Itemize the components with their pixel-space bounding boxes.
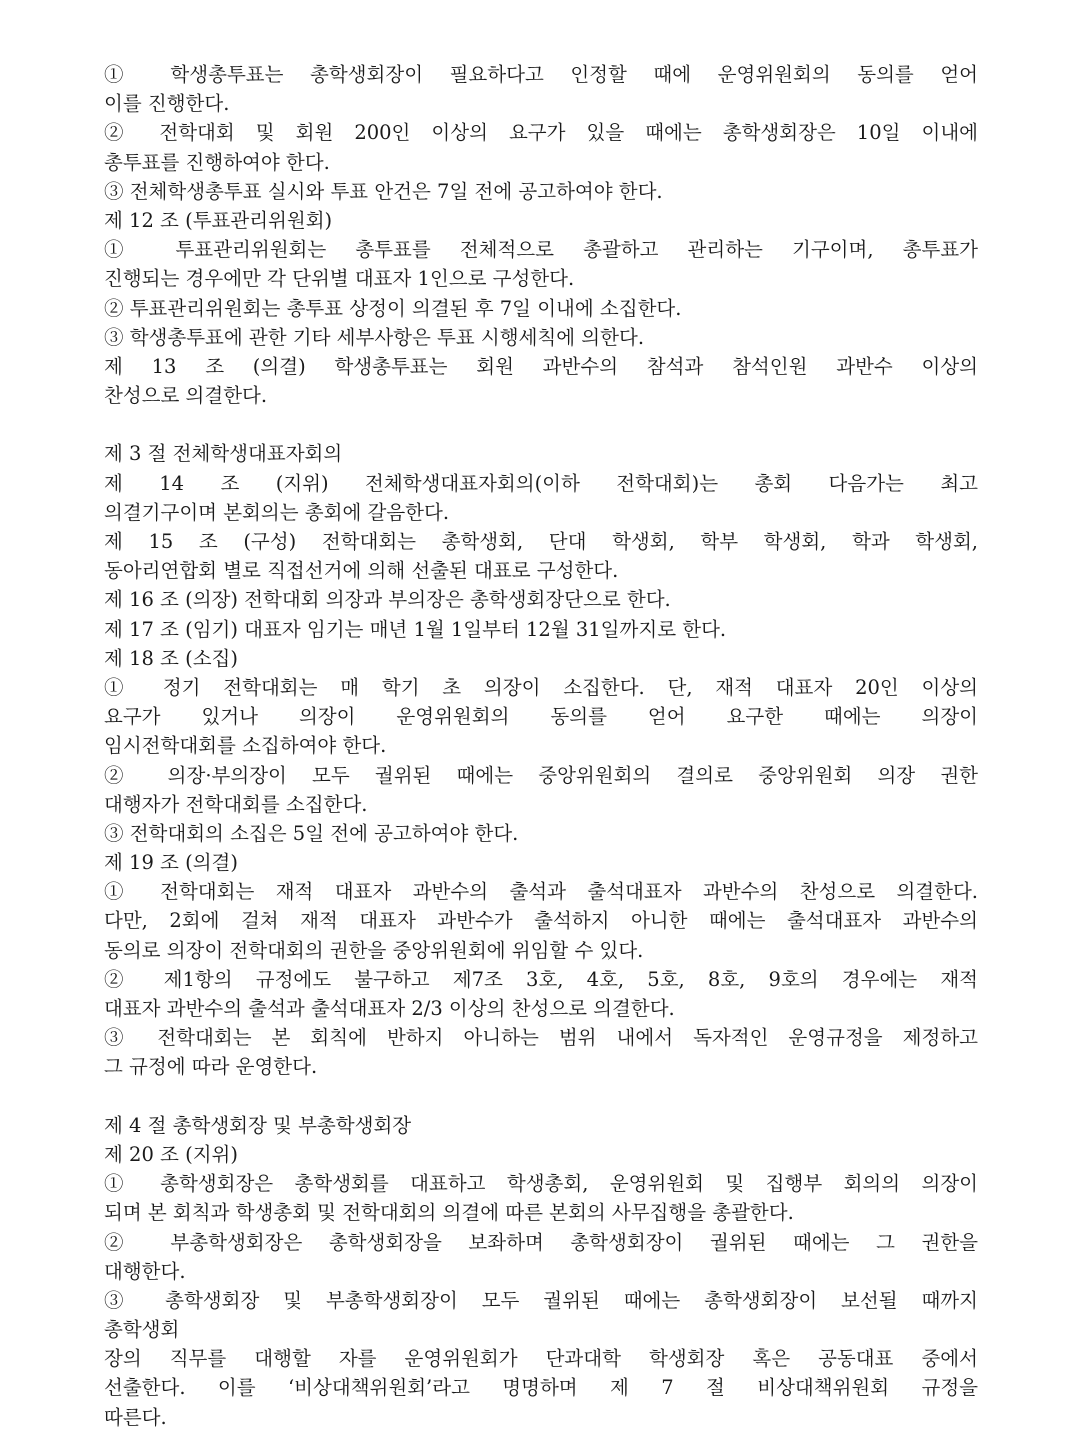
blank-line [104, 410, 978, 439]
document-page [104, 60, 978, 1432]
text-line: 동아리연합회 별로 직접선거에 의해 선출된 대표로 구성한다. [104, 559, 619, 583]
text-line: ① 학생총투표는 총학생회장이 필요하다고 인정할 때에 운영위원회의 동의를 얻어 [104, 63, 978, 86]
text-line: 제 19 조 (의결) [104, 851, 238, 875]
text-line: 제 4 절 총학생회장 및 부총학생회장 [104, 1113, 412, 1137]
blank-line [104, 1082, 978, 1111]
text-line: ① 총학생회장은 총학생회를 대표하고 학생총회, 운영위원회 및 집행부 회의의 의장이 [104, 1172, 978, 1196]
text-line: 제 12 조 (투표관리위원회) [104, 208, 333, 232]
text-line: ① 정기 전학대회는 매 학기 초 의장이 소집한다. 단, 재적 대표자 20인 이상의 [104, 675, 978, 699]
text-line: 장의 직무를 대행할 자를 운영위원회가 단과대학 학생회장 혹은 공동대표 중에서 [104, 1347, 978, 1371]
text-line: 제 14 조 (지위) 전체학생대표자회의(이하 전학대회)는 총회 다음가는 최고 [104, 471, 978, 495]
text-line: ③ 학생총투표에 관한 기타 세부사항은 투표 시행세칙에 의한다. [104, 325, 645, 349]
text-line: 제 16 조 (의장) 전학대회 의장과 부의장은 총학생회장단으로 한다. [104, 588, 671, 612]
text-line: 대행자가 전학대회를 소집한다. [104, 792, 368, 816]
text-line: 총학생회 [104, 1318, 180, 1342]
text-line: ② 전학대회 및 회원 200인 이상의 요구가 있을 때에는 총학생회장은 10일 이내에 [104, 121, 978, 145]
text-line: ③ 전체학생총투표 실시와 투표 안건은 7일 전에 공고하여야 한다. [104, 179, 663, 203]
text-line: 제 3 절 전체학생대표자회의 [104, 442, 343, 466]
text-line: 제 15 조 (구성) 전학대회는 총학생회, 단대 학생회, 학부 학생회, 학과 학생회, [104, 530, 978, 553]
text-line: 따른다. [104, 1405, 167, 1429]
text-line: 임시전학대회를 소집하여야 한다. [104, 734, 387, 758]
text-line: 대행한다. [104, 1259, 186, 1283]
text-line: 선출한다. 이를 ‘비상대책위원회’라고 명명하며 제 7 절 비상대책위원회 규정을 [104, 1376, 978, 1400]
text-line: ③ 총학생회장 및 부총학생회장이 모두 궐위된 때에는 총학생회장이 보선될 때까지 [104, 1288, 978, 1312]
text-line: ① 투표관리위원회는 총투표를 전체적으로 총괄하고 관리하는 기구이며, 총투표가 [104, 238, 978, 262]
text-line: ① 전학대회는 재적 대표자 과반수의 출석과 출석대표자 과반수의 찬성으로 의결한다. [104, 880, 978, 904]
text-line: ② 의장·부의장이 모두 궐위된 때에는 중앙위원회의 결의로 중앙위원회 의장 권한 [104, 763, 978, 787]
text-line: ② 제1항의 규정에도 불구하고 제7조 3호, 4호, 5호, 8호, 9호의 경우에는 재적 [104, 967, 978, 991]
text-line: 찬성으로 의결한다. [104, 384, 268, 408]
text-line: 다만, 2회에 걸쳐 재적 대표자 과반수가 출석하지 아니한 때에는 출석대표자 과반수의 [104, 909, 978, 933]
text-line: 제 17 조 (임기) 대표자 임기는 매년 1월 1일부터 12월 31일까지로 한다. [104, 617, 727, 641]
text-line: 이를 진행한다. [104, 92, 230, 116]
text-line: ③ 전학대회는 본 회칙에 반하지 아니하는 범위 내에서 독자적인 운영규정을 제정하고 [104, 1026, 978, 1050]
text-line: 요구가 있거나 의장이 운영위원회의 동의를 얻어 요구한 때에는 의장이 [104, 705, 978, 729]
text-line: ③ 전학대회의 소집은 5일 전에 공고하여야 한다. [104, 821, 519, 845]
text-line: 되며 본 회칙과 학생총회 및 전학대회의 의결에 따른 본회의 사무집행을 총괄한다. [104, 1201, 794, 1225]
text-line: ② 투표관리위원회는 총투표 상정이 의결된 후 7일 이내에 소집한다. [104, 296, 682, 320]
text-line: 제 13 조 (의결) 학생총투표는 회원 과반수의 참석과 참석인원 과반수 이상의 [104, 354, 978, 378]
text-line: 동의로 의장이 전학대회의 권한을 중앙위원회에 위임할 수 있다. [104, 938, 644, 962]
text-line: 제 20 조 (지위) [104, 1142, 238, 1166]
text-line: 그 규정에 따라 운영한다. [104, 1055, 318, 1079]
text-line: ② 부총학생회장은 총학생회장을 보좌하며 총학생회장이 궐위된 때에는 그 권한을 [104, 1230, 978, 1254]
text-line: 총투표를 진행하여야 한다. [104, 150, 330, 174]
text-line: 대표자 과반수의 출석과 출석대표자 2/3 이상의 찬성으로 의결한다. [104, 997, 675, 1020]
text-line: 의결기구이며 본회의는 총회에 갈음한다. [104, 500, 450, 524]
text-line: 제 18 조 (소집) [104, 646, 238, 670]
text-line: 진행되는 경우에만 각 단위별 대표자 1인으로 구성한다. [104, 267, 575, 291]
